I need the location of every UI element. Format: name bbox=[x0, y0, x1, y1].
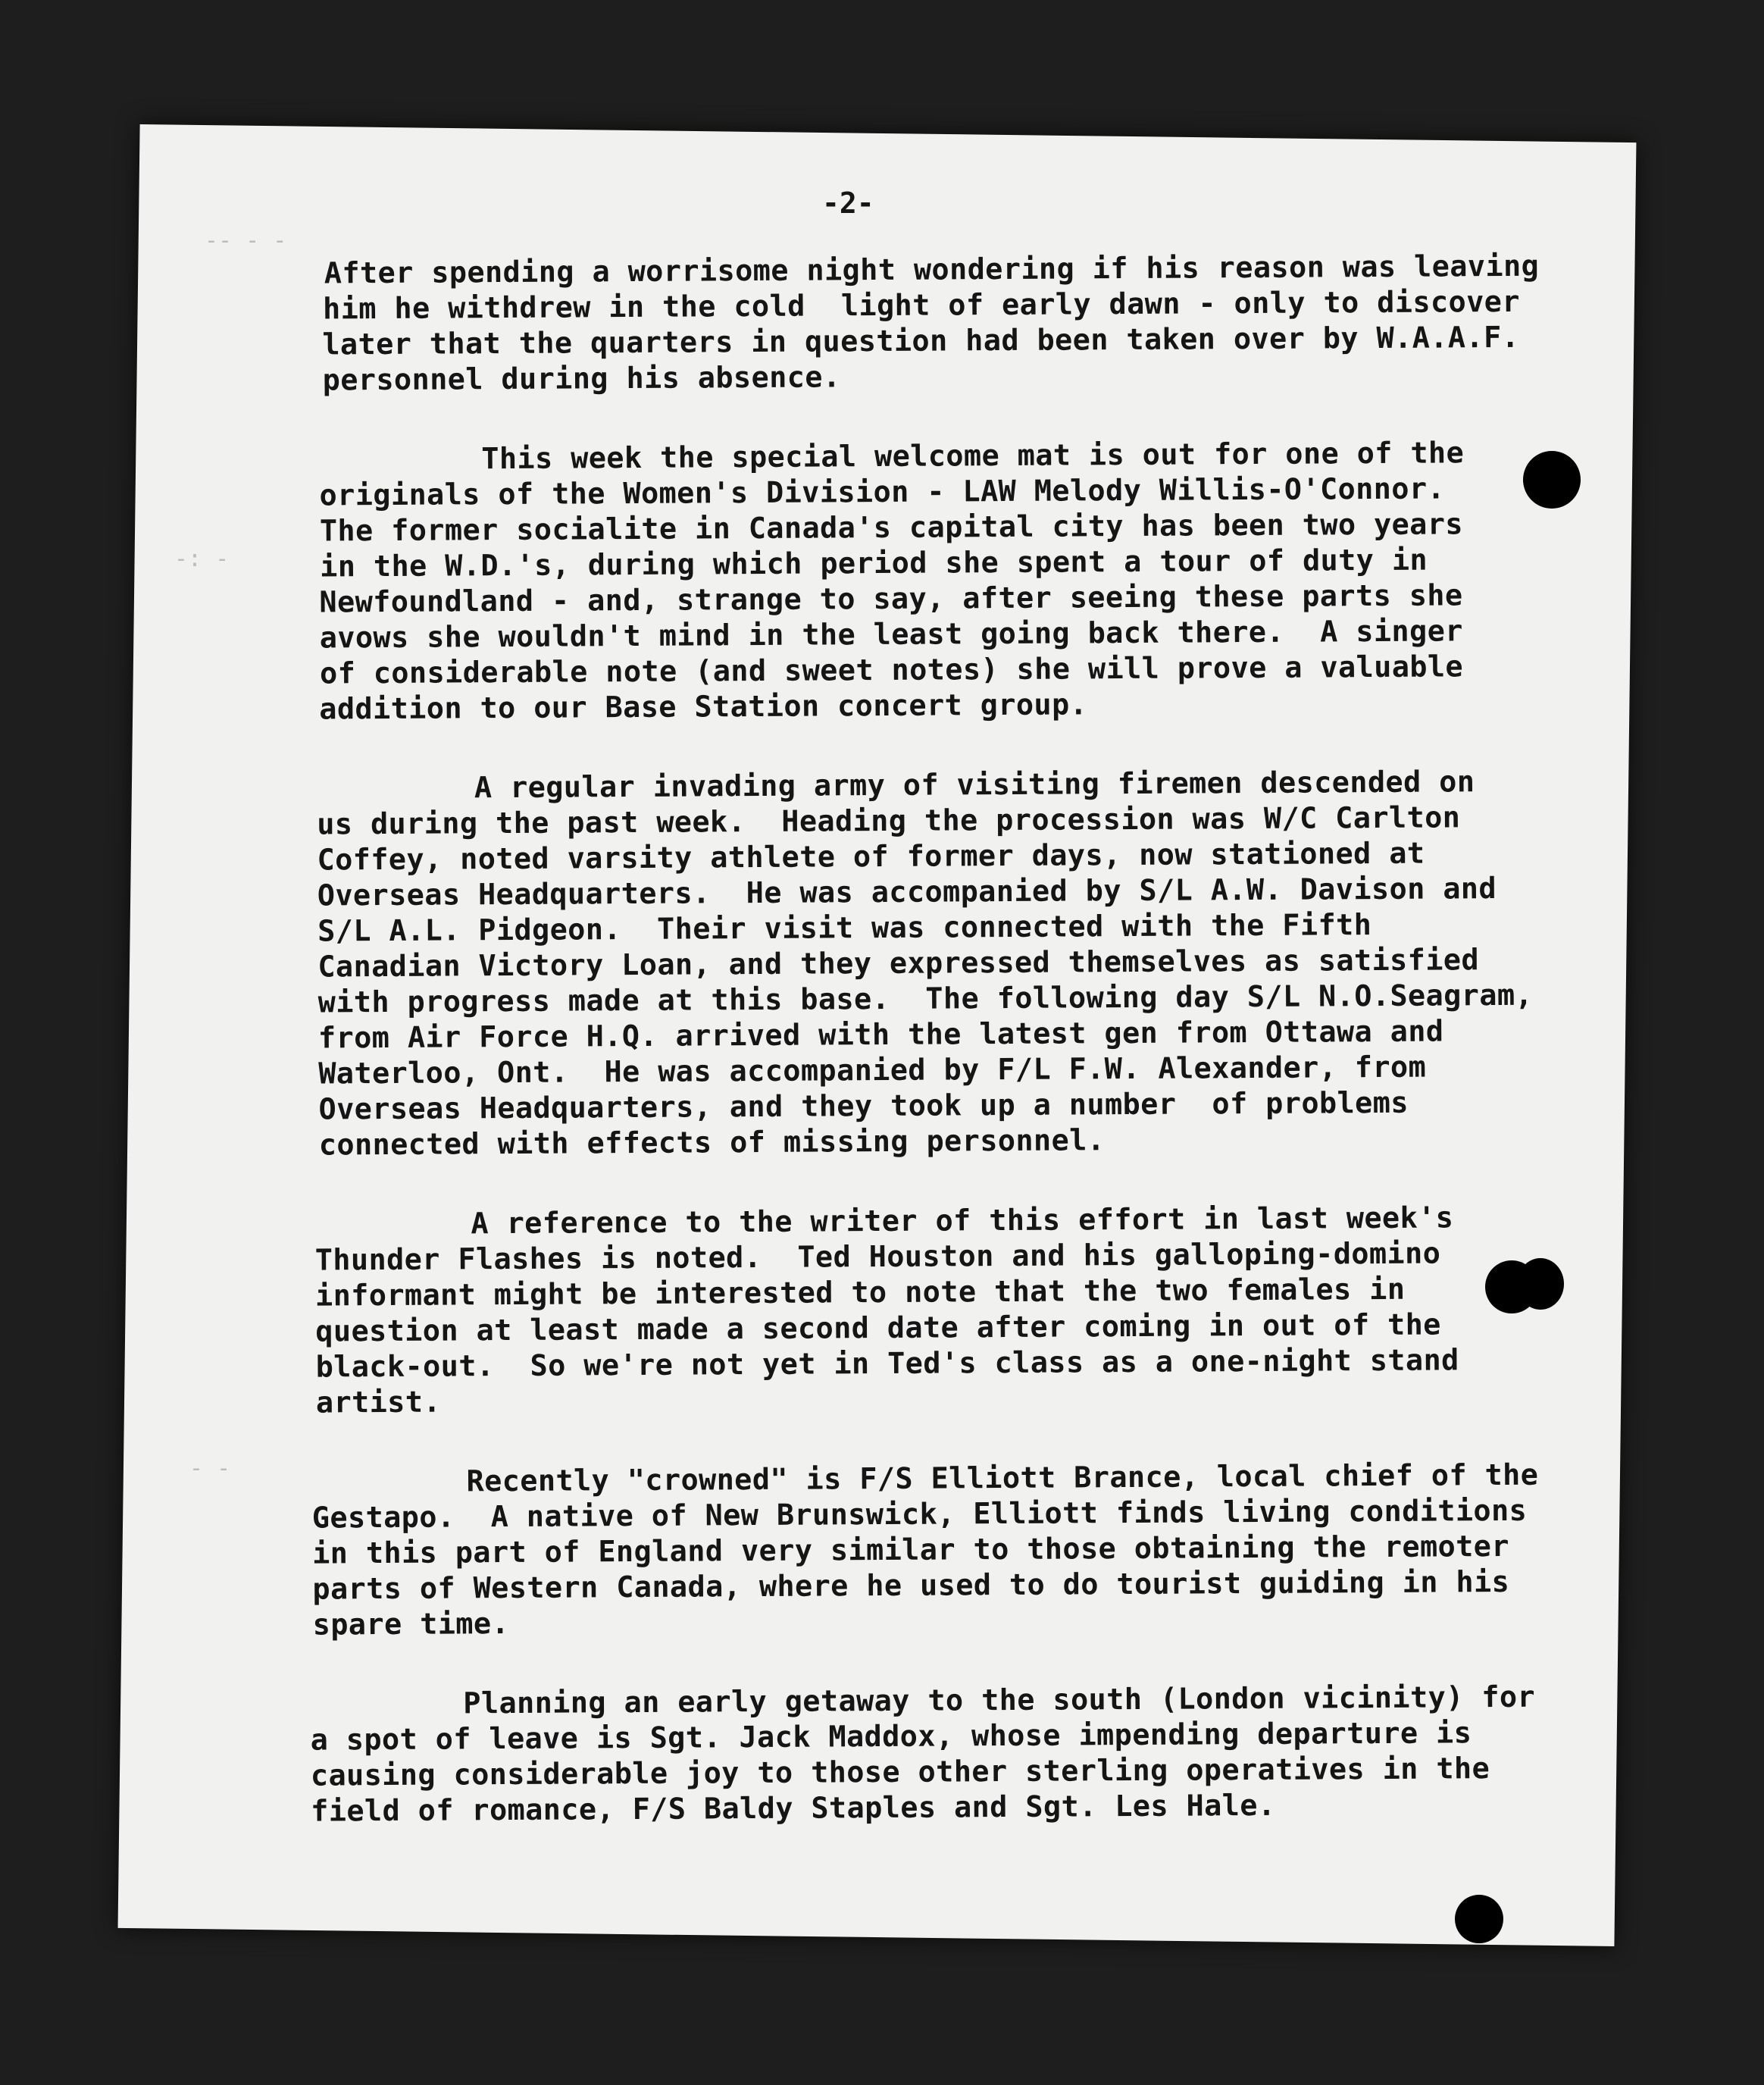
text-line: A reference to the writer of this effort in last week's bbox=[471, 1201, 1454, 1241]
text-line: field of romance, F/S Baldy Staples and Sgt. Les Hale. bbox=[311, 1788, 1276, 1829]
bleed-through-mark: -: - bbox=[174, 546, 230, 572]
text-line: Newfoundland - and, strange to say, after seeing these parts she bbox=[319, 578, 1463, 620]
text-line: A regular invading army of visiting firemen descended on bbox=[474, 765, 1475, 806]
text-line: This week the special welcome mat is out for one of the bbox=[481, 436, 1465, 477]
text-line: informant might be interested to note that the two females in bbox=[314, 1272, 1406, 1313]
text-line: question at least made a second date after coming in out of the bbox=[315, 1307, 1441, 1349]
text-line: of considerable note (and sweet notes) she will prove a valuable bbox=[319, 650, 1464, 691]
text-line: S/L A.L. Pidgeon. Their visit was connected with the Fifth bbox=[317, 908, 1372, 949]
text-line: later that the quarters in question had been taken over by W.A.A.F. bbox=[322, 320, 1520, 362]
text-line: in the W.D.'s, during which period she spent a tour of duty in bbox=[320, 543, 1428, 584]
bleed-through-mark: -- - - bbox=[205, 227, 287, 254]
text-line: artist. bbox=[315, 1385, 442, 1420]
text-line: a spot of leave is Sgt. Jack Maddox, whose impending departure is bbox=[310, 1716, 1472, 1758]
text-line: spare time. bbox=[312, 1607, 510, 1642]
text-line: from Air Force H.Q. arrived with the latest gen from Ottawa and bbox=[317, 1014, 1444, 1056]
text-line: Coffey, noted varsity athlete of former days, now stationed at bbox=[317, 836, 1425, 878]
text-line: originals of the Women's Division - LAW Melody Willis-O'Connor. bbox=[319, 471, 1446, 513]
text-line: parts of Western Canada, where he used to do tourist guiding in his bbox=[312, 1564, 1510, 1607]
text-line: addition to our Base Station concert group. bbox=[319, 687, 1088, 727]
text-line: Overseas Headquarters. He was accompanied by S/L A.W. Davison and bbox=[317, 872, 1497, 913]
bleed-through-mark: - - bbox=[189, 1455, 231, 1482]
text-line: Recently "crowned" is F/S Elliott Brance, local chief of the bbox=[466, 1457, 1539, 1499]
text-line: After spending a worrisome night wondering if his reason was leaving bbox=[324, 249, 1540, 291]
text-line: us during the past week. Heading the procession was W/C Carlton bbox=[317, 800, 1461, 842]
text-line: connected with effects of missing personnel. bbox=[318, 1123, 1106, 1163]
text-line: personnel during his absence. bbox=[322, 360, 841, 398]
text-line: black-out. So we're not yet in Ted's class as a one-night stand bbox=[315, 1343, 1459, 1385]
text-line: Gestapo. A native of New Brunswick, Elliott finds living conditions bbox=[311, 1493, 1528, 1536]
text-line: Thunder Flashes is noted. Ted Houston and his galloping-domino bbox=[314, 1236, 1441, 1278]
page-number: -2- bbox=[822, 186, 874, 220]
text-line: Waterloo, Ont. He was accompanied by F/L F.W. Alexander, from bbox=[318, 1050, 1427, 1091]
text-line: causing considerable joy to those other sterling operatives in the bbox=[310, 1752, 1490, 1793]
text-line: Canadian Victory Loan, and they expressed themselves as satisfied bbox=[317, 943, 1480, 985]
text-line: Overseas Headquarters, and they took up a number of problems bbox=[318, 1085, 1409, 1127]
text-line: Planning an early getaway to the south (London vicinity) for bbox=[463, 1680, 1536, 1721]
text-line: him he withdrew in the cold light of early dawn - only to discover bbox=[322, 284, 1521, 327]
text-line: with progress made at this base. The following day S/L N.O.Seagram, bbox=[317, 978, 1534, 1020]
text-line: avows she wouldn't mind in the least going back there. A singer bbox=[319, 614, 1463, 656]
text-line: in this part of England very similar to those obtaining the remoter bbox=[311, 1529, 1510, 1571]
text-line: The former socialite in Canada's capital city has been two years bbox=[319, 507, 1464, 549]
